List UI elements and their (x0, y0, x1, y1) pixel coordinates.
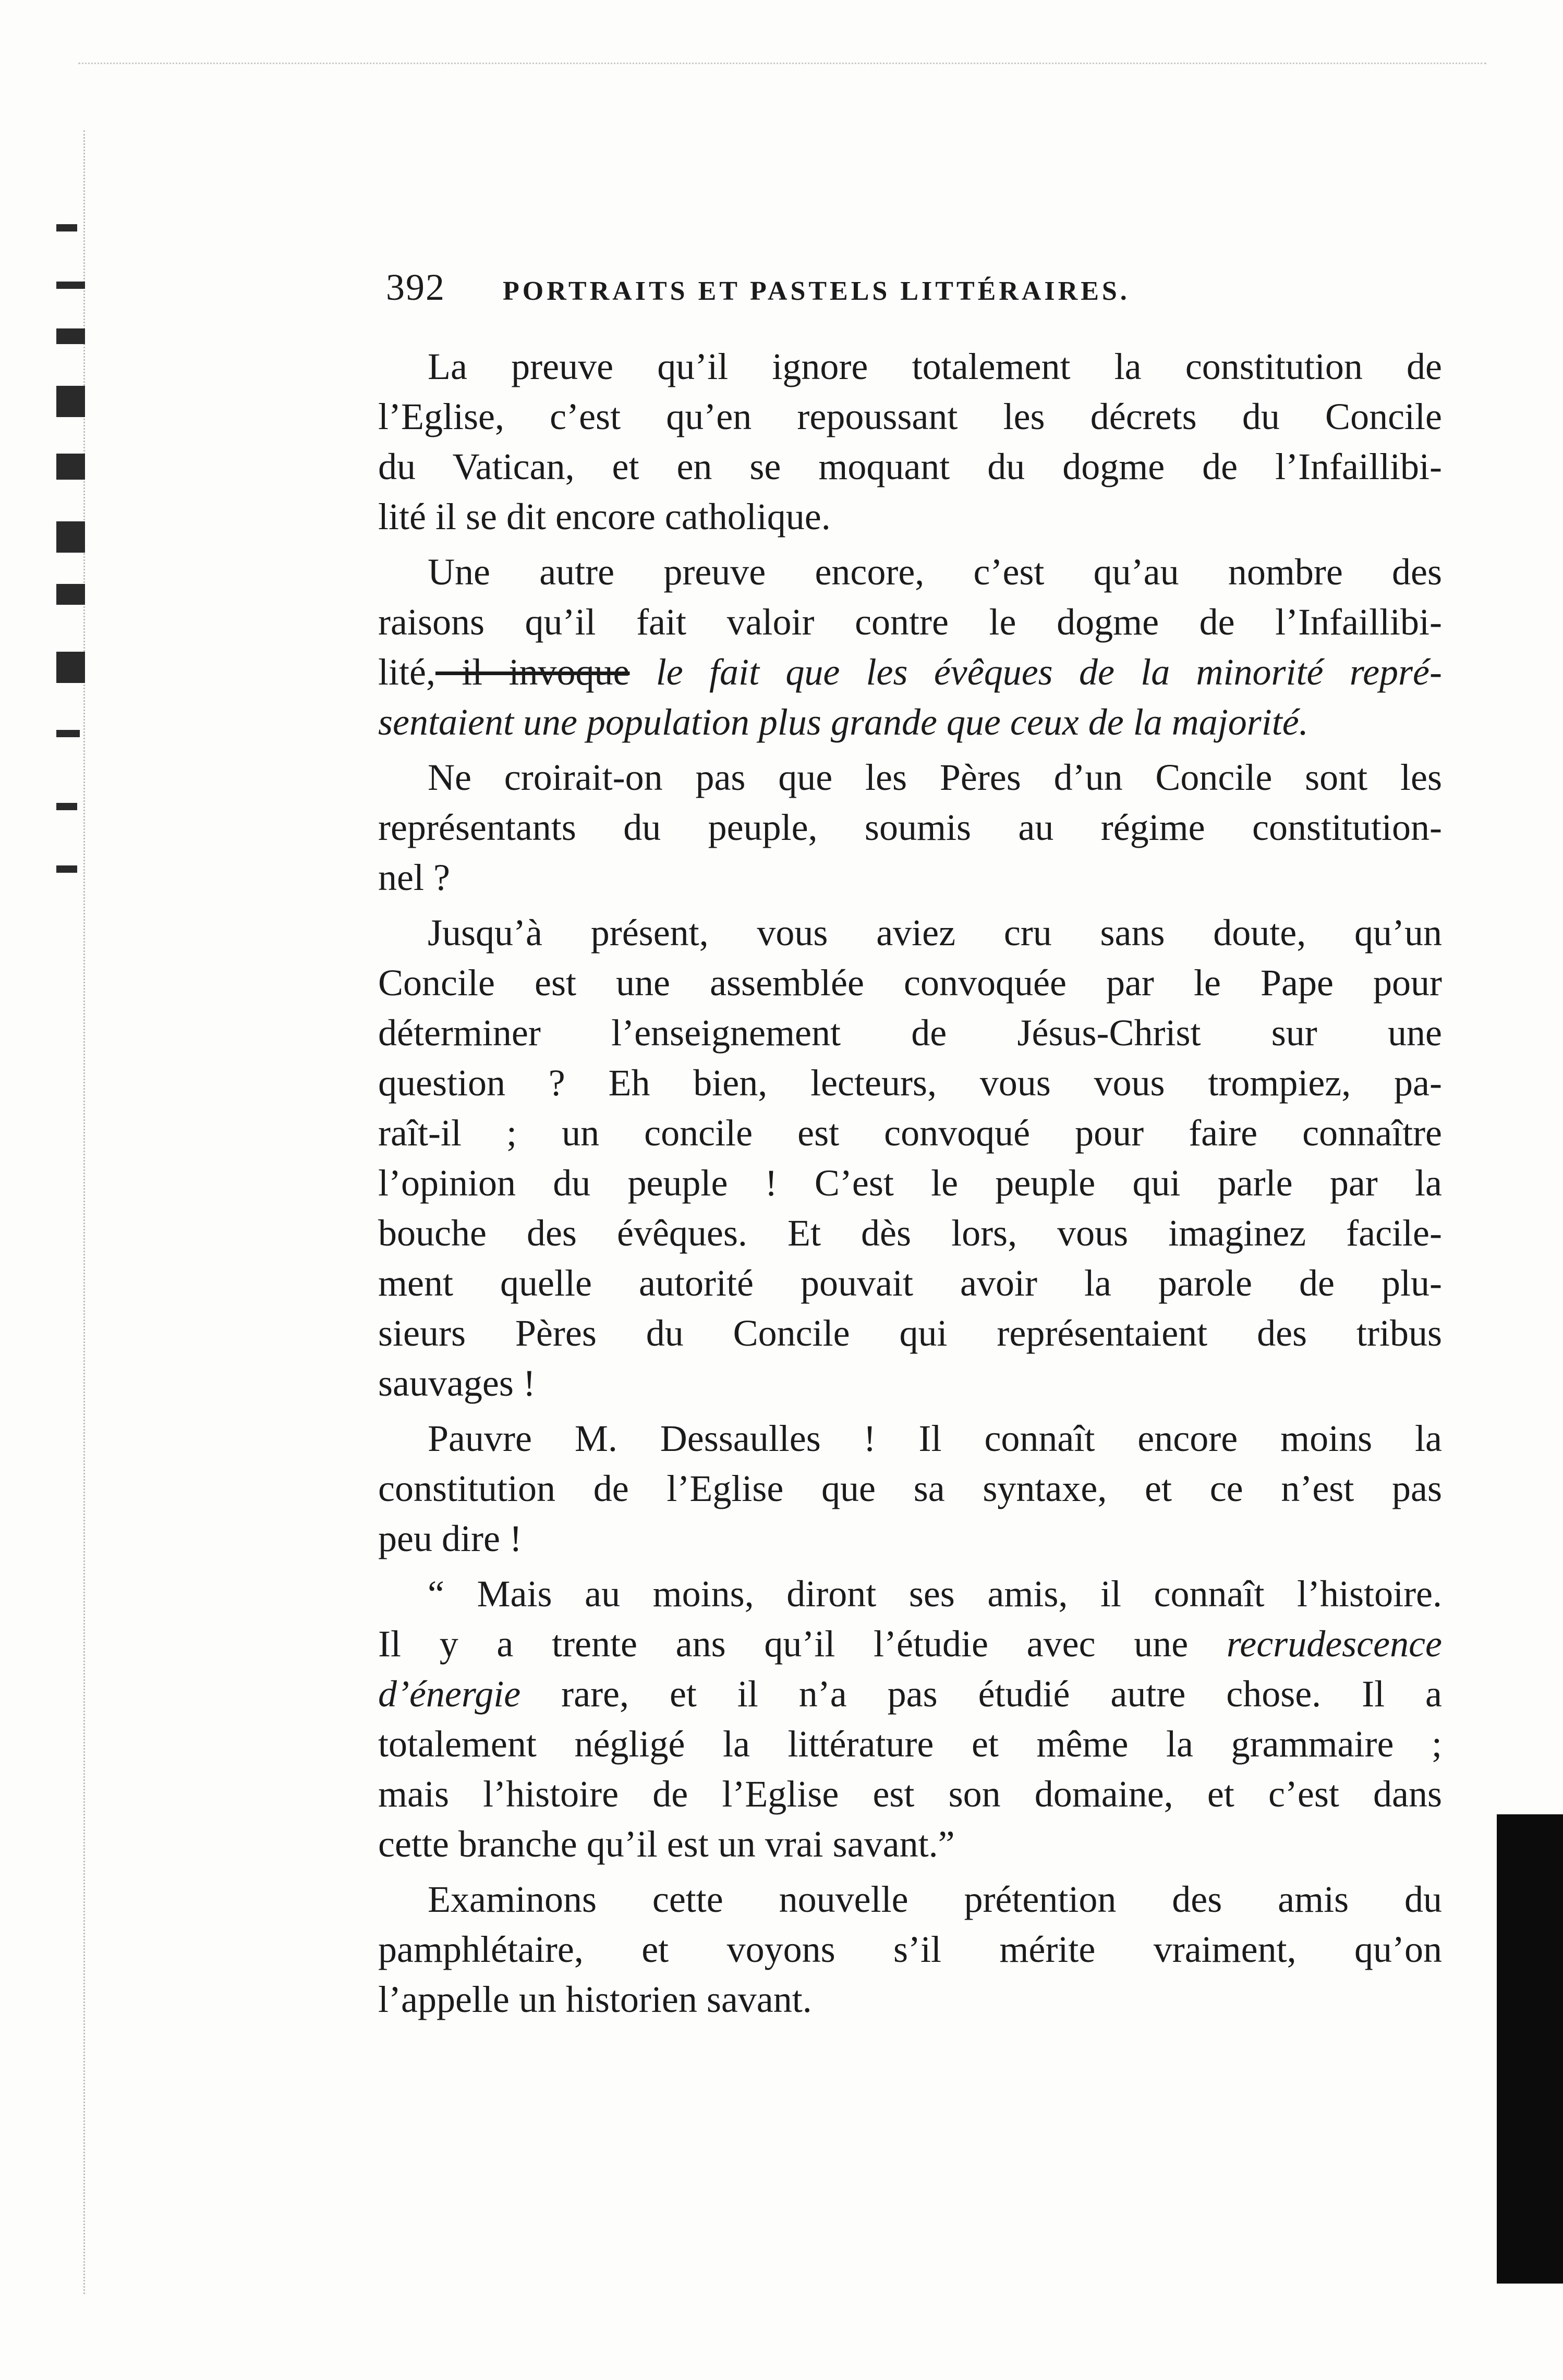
binding-mark (56, 803, 77, 810)
text-line: question ? Eh bien, lecteurs, vous vous trompiez, pa- (378, 1062, 1442, 1104)
paragraph (378, 908, 1442, 1408)
text-line: ment quelle autorité pouvait avoir la parole de plu- (378, 1262, 1442, 1304)
text-line: l’Eglise, c’est qu’en repoussant les décrets du Concile (378, 396, 1442, 437)
text-line: du Vatican, et en se moquant du dogme de l’Infaillibi- (378, 446, 1442, 487)
text-line: sauvages ! (378, 1362, 536, 1404)
text-line: lité il se dit encore catholique. (378, 496, 831, 538)
binding-mark (56, 224, 77, 231)
text-line: Examinons cette nouvelle prétention des amis du (428, 1878, 1442, 1920)
text-line: raisons qu’il fait valoir contre le dogme de l’Infaillibi- (378, 601, 1442, 643)
text-line: pamphlétaire, et voyons s’il mérite vraiment, qu’on (378, 1929, 1442, 1970)
text-line: représentants du peuple, soumis au régime constitution- (378, 807, 1442, 848)
text-line: La preuve qu’il ignore totalement la constitution de (428, 346, 1442, 387)
text-line: Ne croirait-on pas que les Pères d’un Concile sont les (428, 756, 1442, 798)
binding-mark (56, 730, 80, 737)
binding-mark (56, 386, 85, 417)
struck-text: il invoque (435, 651, 630, 693)
binding-mark (56, 328, 85, 344)
binding-mark (56, 652, 85, 683)
text-line: peu dire ! (378, 1518, 522, 1559)
text-line: raît-il ; un concile est convoqué pour faire connaître (378, 1112, 1442, 1154)
text-line (378, 647, 1442, 697)
text-line: totalement négligé la littérature et même la grammaire ; (378, 1723, 1442, 1765)
text-line: Jusqu’à présent, vous aviez cru sans doute, qu’un (428, 912, 1442, 954)
paragraph (378, 752, 1442, 902)
text-span: Il y a trente ans qu’il l’étudie avec une (378, 1623, 1227, 1665)
paragraph (378, 1413, 1442, 1564)
text-span: lité, (378, 651, 435, 693)
body-text (378, 341, 1442, 2024)
text-line: bouche des évêques. Et dès lors, vous imaginez facile- (378, 1212, 1442, 1254)
text-line: mais l’histoire de l’Eglise est son domaine, et c’est dans (378, 1773, 1442, 1815)
paragraph (378, 341, 1442, 542)
binding-mark (56, 584, 85, 605)
text-line: déterminer l’enseignement de Jésus-Christ sur une (378, 1012, 1442, 1054)
text-line: Une autre preuve encore, c’est qu’au nombre des (428, 551, 1442, 593)
running-title: PORTRAITS ET PASTELS LITTÉRAIRES. (503, 276, 1130, 306)
scan-edge-top (78, 63, 1486, 68)
italic-text: le fait que les évêques de la minorité repré- (629, 651, 1442, 693)
text-line: cette branche qu’il est un vrai savant.” (378, 1823, 955, 1865)
scan-black-bar (1497, 1814, 1563, 2284)
text-line: l’appelle un historien savant. (378, 1979, 812, 2020)
italic-text: recrudescence (1226, 1623, 1442, 1665)
binding-mark (56, 521, 85, 553)
text-line: nel ? (378, 857, 450, 898)
text-line: sentaient une population plus grande que ceux de la majorité. (378, 701, 1308, 743)
text-line (378, 1669, 1442, 1719)
text-span: rare, et il n’a pas étudié autre chose. Il a (520, 1673, 1442, 1715)
paragraph (378, 1874, 1442, 2024)
text-line (378, 1619, 1442, 1669)
text-line: “ Mais au moins, diront ses amis, il connaît l’histoire. (428, 1573, 1442, 1615)
binding-mark (56, 454, 85, 480)
paragraph (378, 547, 1442, 747)
text-line: sieurs Pères du Concile qui représentaient des tribus (378, 1312, 1442, 1354)
text-line: constitution de l’Eglise que sa syntaxe, et ce n’est pas (378, 1468, 1442, 1509)
text-line: l’opinion du peuple ! C’est le peuple qui parle par la (378, 1162, 1442, 1204)
page-number: 392 (386, 266, 445, 308)
binding-marks (56, 209, 88, 938)
binding-mark (56, 282, 85, 289)
page-header (386, 266, 1460, 323)
italic-text: d’énergie (378, 1673, 521, 1715)
text-line: Concile est une assemblée convoquée par le Pape pour (378, 962, 1442, 1004)
paragraph (378, 1569, 1442, 1869)
binding-mark (56, 865, 77, 873)
text-line: Pauvre M. Dessaulles ! Il connaît encore moins la (428, 1418, 1442, 1459)
